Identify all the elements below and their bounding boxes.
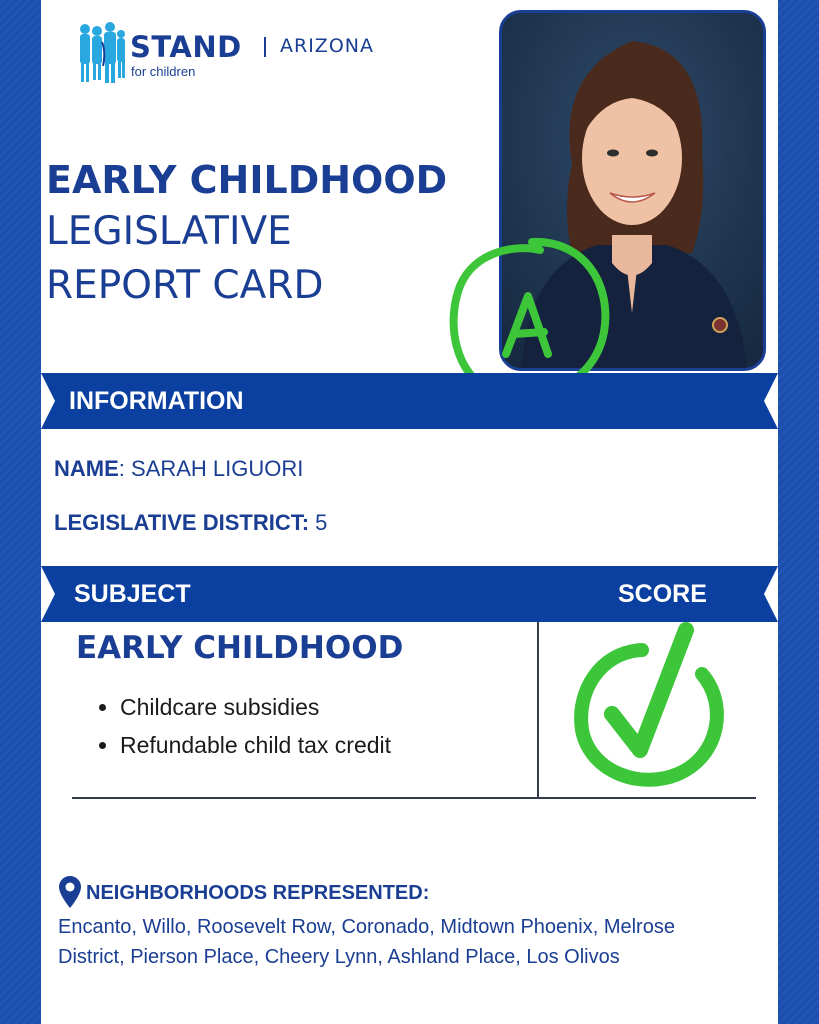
neighborhoods-line-1: Encanto, Willo, Roosevelt Row, Coronado, Midtown Phoenix, Melrose [58, 916, 675, 938]
table-divider-vertical [537, 622, 539, 799]
location-pin-icon [59, 876, 81, 908]
title-line-3: REPORT CARD [46, 263, 324, 308]
subject-bullets [96, 688, 391, 764]
neighborhoods-line-2: District, Pierson Place, Cheery Lynn, Ashland Place, Los Olivos [58, 946, 620, 968]
district-row [54, 510, 327, 536]
subject-title: EARLY CHILDHOOD [76, 630, 404, 666]
bullet-item: Childcare subsidies [96, 688, 391, 726]
name-colon: : [118, 456, 132, 481]
title-line-1: EARLY CHILDHOOD [46, 158, 448, 202]
score-header: SCORE [618, 580, 707, 608]
logo-brand: STAND [130, 30, 242, 64]
information-heading: INFORMATION [69, 387, 244, 415]
neighborhoods-label: NEIGHBORHOODS REPRESENTED: [86, 882, 430, 904]
name-value: SARAH LIGUORI [131, 456, 304, 481]
subject-header: SUBJECT [74, 580, 191, 608]
name-row [54, 456, 303, 482]
name-label: NAME [54, 456, 119, 481]
bullet-item: Refundable child tax credit [96, 726, 391, 764]
neighborhoods-list [58, 912, 758, 972]
table-divider-horizontal [72, 797, 756, 799]
title-line-2: LEGISLATIVE [46, 209, 292, 254]
logo-tagline: for children [131, 64, 196, 79]
green-checkmark-icon [570, 622, 730, 792]
logo-region: ARIZONA [280, 35, 374, 57]
logo-divider [264, 37, 266, 57]
district-label: LEGISLATIVE DISTRICT: [54, 510, 310, 535]
district-value: 5 [315, 510, 328, 535]
information-banner [41, 373, 778, 429]
children-figures-icon [78, 22, 126, 84]
subject-score-banner [41, 566, 778, 622]
